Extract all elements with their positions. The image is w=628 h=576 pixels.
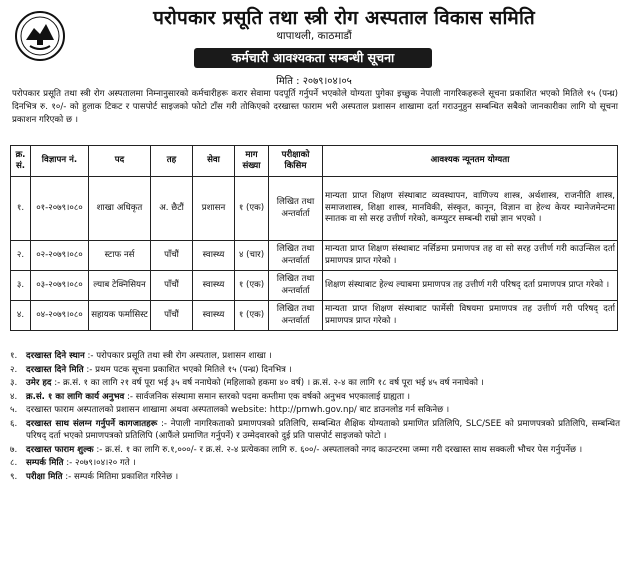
note-number: ९. xyxy=(10,471,18,482)
cell-level: पाँचौं xyxy=(151,241,193,271)
cell-exam: लिखित तथा अन्तर्वार्ता xyxy=(269,241,323,271)
table-header-row xyxy=(11,146,618,177)
header-post: पद xyxy=(89,146,151,177)
cell-count: १ (एक) xyxy=(235,301,269,331)
list-item xyxy=(10,444,620,457)
list-item xyxy=(10,364,620,377)
header-level: तह xyxy=(151,146,193,177)
cell-ad-no: ०१-२०७९।०८० xyxy=(31,177,89,241)
organization-address: थापाथली, काठमाडौं xyxy=(276,30,352,42)
list-item xyxy=(10,350,620,363)
note-number: ७. xyxy=(10,444,18,455)
cell-ad-no: ०३-२०७९।०८० xyxy=(31,271,89,301)
header-qualification: आवश्यक न्यूनतम योग्यता xyxy=(323,146,618,177)
note-number: ६. xyxy=(10,418,18,429)
cell-post: शाखा अधिकृत xyxy=(89,177,151,241)
cell-count: ४ (चार) xyxy=(235,241,269,271)
cell-level: पाँचौं xyxy=(151,271,193,301)
cell-exam: लिखित तथा अन्तर्वार्ता xyxy=(269,271,323,301)
note-text: :- क्र.सं. १ का लागि २१ वर्ष पूरा भई ३५ वर्ष ननाघेको (महिलाको हकमा ४० वर्ष) । क्र.सं. २-४ का लागि १८ वर्ष पूरा भई ४५ वर्ष ननाघेको । xyxy=(54,378,484,388)
cell-sn: ४. xyxy=(11,301,31,331)
note-text: :- सम्पर्क मितिमा प्रकाशित गरिनेछ । xyxy=(65,471,179,482)
note-number: २. xyxy=(10,364,18,375)
intro-paragraph: परोपकार प्रसूति तथा स्त्री रोग अस्पतालमा निम्नानुसारको कर्मचारीहरू करार सेवामा पदपूर्ति गर्नुपर्ने भएकोले योग्यता पुगेका इच्छुक नेपाली नागरिकहरूले सूचना प्रकाशित भएको मितिले १५ (पन्ध्र) दिनभित्र रु. १०/- को हुलाक टिकट र पासपोर्ट साइजको फोटो टाँस गरी तोकिएको दरखास्त फाराम भरी अस्पताल प्रशासन शाखामा दर्ता गराउनुहुन सम्बन्धित सबैको जानकारीका लागि यो सूचना प्रकाशन गरिएको छ । xyxy=(12,89,618,125)
cell-level: अ. छैटौं xyxy=(151,177,193,241)
table-row xyxy=(11,177,618,241)
note-text: दरखास्त फाराम अस्पतालको प्रशासन शाखामा अथवा अस्पतालको website: http://pmwh.gov.np/ बाट डाउनलोड गर्न सकिनेछ । xyxy=(26,405,450,415)
note-text: :- प्रथम पटक सूचना प्रकाशित भएको मितिले १५ (पन्ध्र) दिनभित्र । xyxy=(86,364,292,375)
cell-sn: २. xyxy=(11,241,31,271)
table-row xyxy=(11,301,618,331)
list-item xyxy=(10,457,620,470)
cell-sn: १. xyxy=(11,177,31,241)
cell-post: ल्याब टेक्निसियन xyxy=(89,271,151,301)
vacancy-table xyxy=(10,145,618,331)
list-item xyxy=(10,391,620,404)
cell-post: सहायक फर्मासिस्ट xyxy=(89,301,151,331)
cell-level: पाँचौं xyxy=(151,301,193,331)
list-item xyxy=(10,471,620,484)
note-label: दरखास्त दिने मिति xyxy=(26,364,84,375)
note-label: परीक्षा मिति xyxy=(26,471,63,482)
note-label: दरखास्त दिने स्थान xyxy=(26,351,85,361)
note-number: ८. xyxy=(10,458,18,468)
cell-ad-no: ०२-२०७९।०८० xyxy=(31,241,89,271)
cell-service: स्वास्थ्य xyxy=(193,301,235,331)
header-ad-no: विज्ञापन नं. xyxy=(31,146,89,177)
cell-count: १ (एक) xyxy=(235,177,269,241)
notes-list xyxy=(10,350,620,484)
organization-title: परोपकार प्रसूति तथा स्त्री रोग अस्पताल विकास समिति xyxy=(153,7,535,29)
table-row xyxy=(11,271,618,301)
table-row xyxy=(11,241,618,271)
header-sn: क्र. सं. xyxy=(11,146,31,177)
note-number: १. xyxy=(10,351,18,361)
note-text: :- सार्वजनिक संस्थामा समान स्तरको पदमा कम्तीमा एक वर्षको अनुभव भएकालाई ग्राह्यता । xyxy=(127,391,411,402)
list-item xyxy=(10,418,620,443)
cell-service: प्रशासन xyxy=(193,177,235,241)
note-text: :- परोपकार प्रसूति तथा स्त्री रोग अस्पताल, प्रशासन शाखा । xyxy=(87,351,272,361)
note-label: दरखास्त साथ संलग्न गर्नुपर्ने कागजातहरू xyxy=(26,418,158,429)
cell-qualification: मान्यता प्राप्त शिक्षण संस्थाबाट फार्मेसी विषयमा प्रमाणपत्र तह उत्तीर्ण गरी परिषद् दर्ता प्रमाणपत्र प्राप्त गरेको । xyxy=(323,301,618,331)
cell-count: १ (एक) xyxy=(235,271,269,301)
note-text: :- २०७९।०४।२० गते । xyxy=(66,458,136,468)
note-label: उमेर हद xyxy=(26,378,52,388)
list-item xyxy=(10,377,620,390)
cell-exam: लिखित तथा अन्तर्वार्ता xyxy=(269,301,323,331)
note-number: ४. xyxy=(10,391,18,402)
list-item xyxy=(10,404,620,417)
cell-ad-no: ०४-२०७९।०८० xyxy=(31,301,89,331)
cell-service: स्वास्थ्य xyxy=(193,271,235,301)
note-text: :- नेपाली नागरिकताको प्रमाणपत्रको प्रतिलिपि, सम्बन्धित शैक्षिक योग्यताको प्रमाणित प्रतिलिपि, SLC/SEE को प्रमाणपत्रको प्रतिलिपि, सम्बन्धित परिषद् दर्ता भएको प्रमाणपत्रको प्रतिलिपि (आफैंले प्रमाणित गर्नुपर्ने) र उम्मेदवारको दुई प्रति पासपोर्ट साइजको फोटो । xyxy=(26,418,620,441)
header-service: सेवा xyxy=(193,146,235,177)
cell-qualification: मान्यता प्राप्त शिक्षण संस्थाबाट नर्सिङमा प्रमाणपत्र तह वा सो सरह उत्तीर्ण गरी काउन्सिल दर्ता प्रमाणपत्र प्राप्त गरेको । xyxy=(323,241,618,271)
header-exam: परीक्षाको किसिम xyxy=(269,146,323,177)
note-label: दरखास्त फाराम शुल्क xyxy=(26,444,94,455)
note-label: सम्पर्क मिति xyxy=(26,458,64,468)
cell-qualification: मान्यता प्राप्त शिक्षण संस्थाबाट व्यवस्थापन, वाणिज्य शास्त्र, अर्थशास्त्र, राजनीति शास्त्र, समाजशास्त्र, शिक्षा शास्त्र, मानविकी, संस्कृत, कानून, विज्ञान वा हेल्थ केयर म्यानेजमेन्टमा स्नातक वा सो सरह उत्तीर्ण गरेको, कम्प्युटर सम्बन्धी राम्रो ज्ञान भएको । xyxy=(323,177,618,241)
note-number: ५. xyxy=(10,405,18,415)
header-count: माग संख्या xyxy=(235,146,269,177)
cell-qualification: शिक्षण संस्थाबाट हेल्थ ल्याबमा प्रमाणपत्र तह उत्तीर्ण गरी परिषद् दर्ता प्रमाणपत्र प्राप्त गरेको । xyxy=(323,271,618,301)
note-number: ३. xyxy=(10,378,18,388)
cell-post: स्टाफ नर्स xyxy=(89,241,151,271)
notice-date: मिति : २०७९।०४।०५ xyxy=(276,76,352,87)
cell-exam: लिखित तथा अन्तर्वार्ता xyxy=(269,177,323,241)
notice-banner: कर्मचारी आवश्यकता सम्बन्धी सूचना xyxy=(194,48,432,68)
note-text: :- क्र.सं. १ का लागि रु.१,०००/- र क्र.सं. २-४ प्रत्येकका लागि रु. ६००/- अस्पतालको नगद काउन्टरमा जम्मा गरी दरखास्त साथ सक्कली भौचर पेस गर्नुपर्नेछ । xyxy=(96,444,583,455)
note-label: क्र.सं. १ का लागि कार्य अनुभव xyxy=(26,391,125,402)
cell-service: स्वास्थ्य xyxy=(193,241,235,271)
cell-sn: ३. xyxy=(11,271,31,301)
